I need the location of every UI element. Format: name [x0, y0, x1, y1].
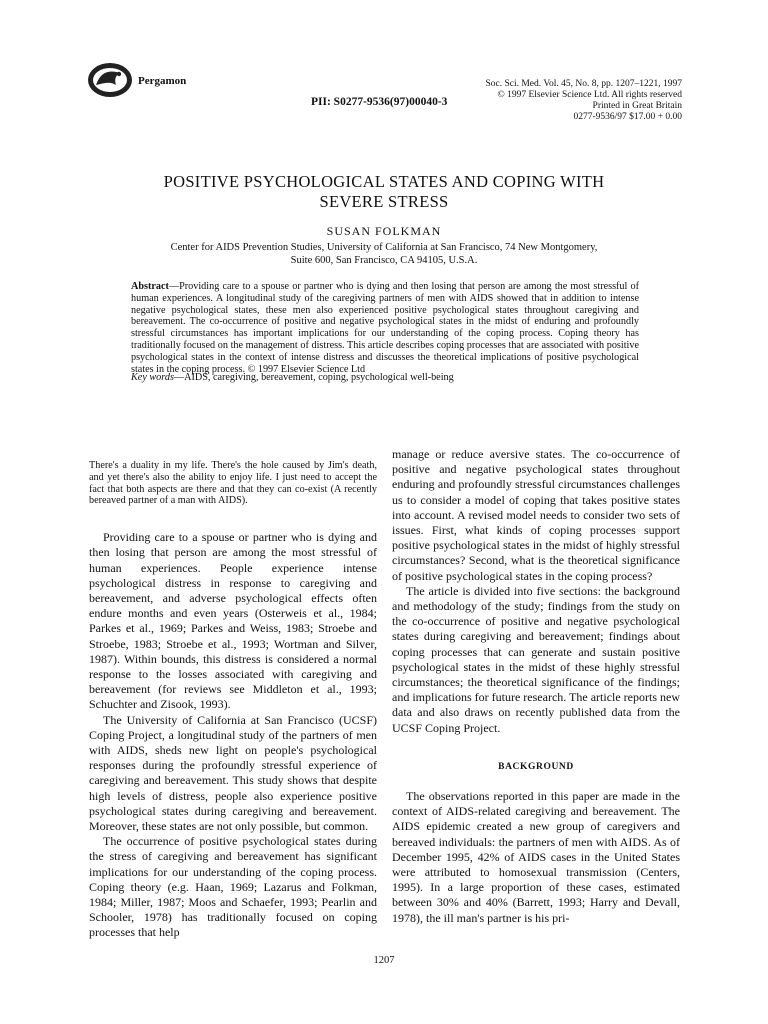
article-title: [60, 172, 708, 212]
affiliation: [120, 241, 648, 267]
section-heading: BACKGROUND: [498, 761, 574, 772]
publisher-name: Pergamon: [138, 75, 187, 87]
body-paragraph: The University of California at San Francisco (UCSF) Coping Project, a longitudinal study of the partners of men with AIDS, sheds new light on people's psychological responses during the profoundly stressful experience of caregiving and bereavement. This study shows that despite high levels of distress, people also experience positive psychological states during caregiving and bereavement. Moreover, these states are not only possible, but common.: [89, 712, 377, 834]
author-name: SUSAN FOLKMAN: [326, 224, 442, 238]
right-column: [392, 447, 680, 926]
abstract-label: Abstract: [131, 281, 169, 292]
abstract-text: —Providing care to a spouse or partner who is dying and then losing that person are among the most stressful of human experiences. A longitudinal study of the caregiving partners of men with AIDS showed that in addition to intense negative psychological states, these men also experienced positive psychological states throughout caregiving and bereavement. The co-occurrence of positive and negative psychological states in the midst of enduring and profoundly stressful circumstances has important implications for our understanding of the coping process. Coping theory has traditionally focused on the management of distress. This article describes coping processes that are associated with positive psychological states in the context of intense distress and discusses the theoretical implications of positive psychological states in the coping process. © 1997 Elsevier Science Ltd: [131, 281, 639, 375]
journal-meta: [485, 79, 682, 123]
body-paragraph: Providing care to a spouse or partner who is dying and then losing that person are among the most stressful of human experiences. People experience intense psychological distress in response to caregiving and bereavement, and adverse psychological effects often endure months and even years (Osterweis et al., 1984; Parkes et al., 1969; Parkes and Weiss, 1983; Stroebe and Stroebe, 1983; Stroebe et al., 1993; Wortman and Silver, 1987). Within bounds, this distress is considered a normal response to the losses associated with caregiving and bereavement (for reviews see Middleton et al., 1993; Schuchter and Zisook, 1993).: [89, 530, 377, 712]
abstract: [131, 281, 639, 375]
pergamon-logo-icon: [86, 61, 134, 99]
pii-code: PII: S0277-9536(97)00040-3: [311, 96, 448, 108]
title-line: POSITIVE PSYCHOLOGICAL STATES AND COPING WITH: [163, 172, 605, 191]
keywords-label: Key words: [131, 372, 174, 383]
body-paragraph: manage or reduce aversive states. The co-occurrence of positive and negative psychological states throughout enduring and profoundly stressful circumstances challenges us to consider a model of coping that takes positive states into account. A revised model needs to consider two sets of issues. First, what kinds of coping processes support positive psychological states in the midst of highly stressful circumstances? Second, what is the theoretical significance of positive psychological states in the coping process?: [392, 447, 680, 583]
left-column: [89, 460, 377, 941]
affiliation-line: Center for AIDS Prevention Studies, University of California at San Francisco, 74 New Montgomery,: [170, 242, 598, 253]
meta-line: Printed in Great Britain: [592, 101, 682, 111]
keywords-text: —AIDS, caregiving, bereavement, coping, psychological well-being: [173, 372, 454, 383]
body-paragraph: The occurrence of positive psychological states during the stress of caregiving and bereavement has significant implications for our understanding of the coping process. Coping theory (e.g. Haan, 1969; Lazarus and Folkman, 1984; Miller, 1987; Moos and Schaefer, 1993; Pearlin and Schooler, 1978) has traditionally focused on coping processes that help: [89, 834, 377, 940]
body-paragraph: The article is divided into five sections: the background and methodology of the study; findings from the study on the co-occurrence of positive and negative psychological states during caregiving and bereavement; findings about coping processes that can generate and sustain positive psychological states in the midst of these highly stressful circumstances; the theoretical significance of the findings; and implications for future research. The article reports new data and also draws on recently published data from the UCSF Coping Project.: [392, 583, 680, 735]
body-paragraph: The observations reported in this paper are made in the context of AIDS-related caregiving and bereavement. The AIDS epidemic created a new group of caregivers and bereaved individuals: the partners of men with AIDS. As of December 1995, 42% of AIDS cases in the United States were attributed to homosexual transmission (Centers, 1995). In a large proportion of these cases, estimated between 30% and 40% (Barrett, 1993; Harry and Devall, 1978), the ill man's partner is his pri-: [392, 789, 680, 925]
keywords: [131, 372, 639, 383]
affiliation-line: Suite 600, San Francisco, CA 94105, U.S.A.: [290, 255, 478, 266]
epigraph: There's a duality in my life. There's the hole caused by Jim's death, and yet there's also the ability to enjoy life. I just need to accept the fact that both aspects are there and that they can co-exist (A recently bereaved partner of a man with AIDS).: [89, 460, 377, 507]
meta-line: © 1997 Elsevier Science Ltd. All rights reserved: [497, 90, 682, 100]
meta-line: Soc. Sci. Med. Vol. 45, No. 8, pp. 1207–1221, 1997: [485, 79, 682, 89]
page-number: 1207: [373, 955, 395, 966]
title-line: SEVERE STRESS: [319, 192, 449, 211]
meta-line: 0277-9536/97 $17.00 + 0.00: [573, 112, 682, 122]
